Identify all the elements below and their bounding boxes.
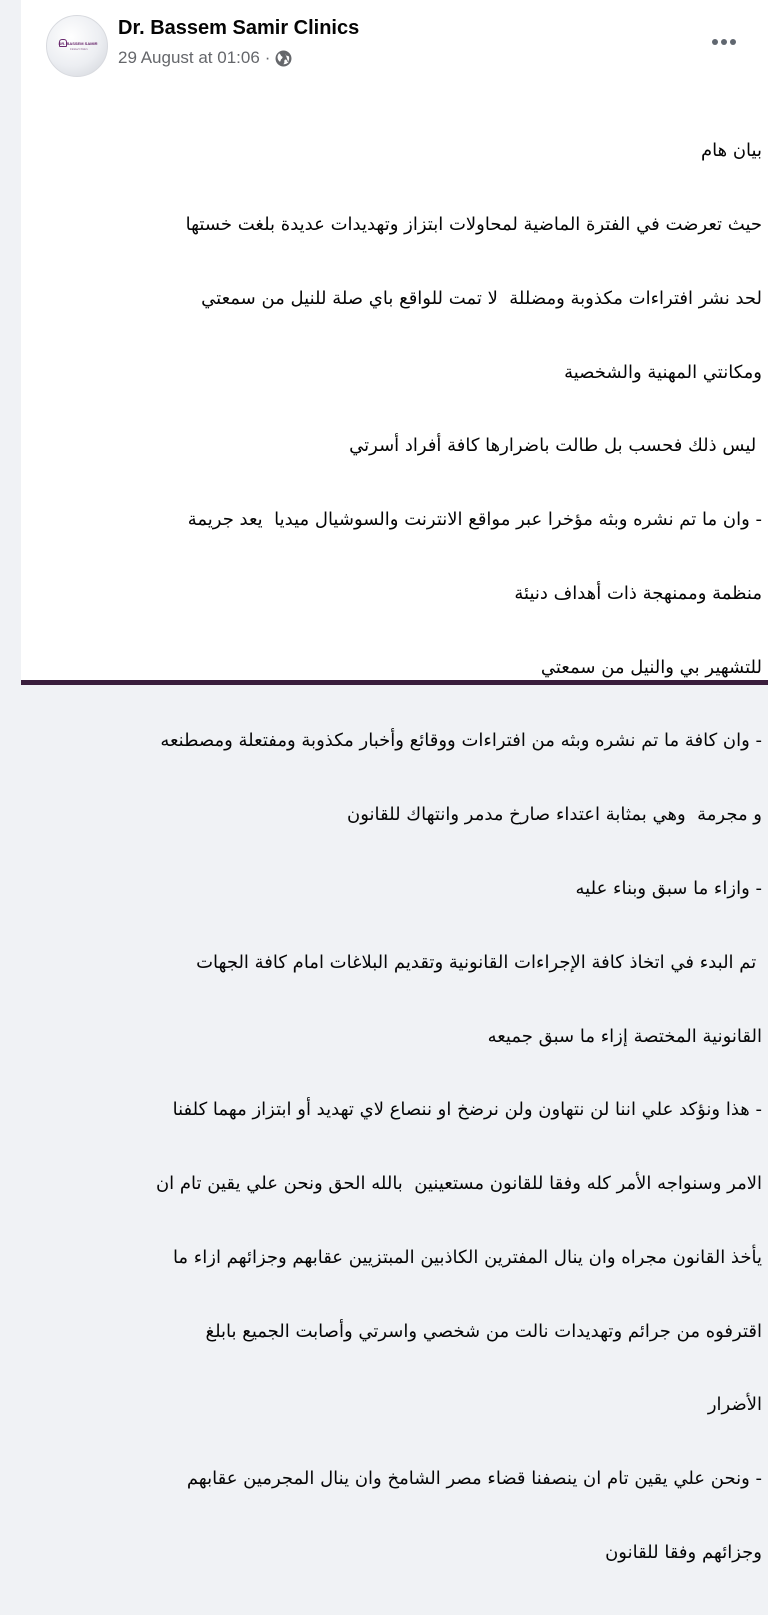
page-name-link[interactable]: Dr. Bassem Samir Clinics [118, 17, 360, 39]
post-line: - هذا ونؤكد علي اننا لن نتهاون ولن نرضخ او ننصاع لاي تهديد أو ابتزاز مهما كلفنا [172, 1099, 762, 1121]
post-line: يأخذ القانون مجراه وان ينال المفترين الكاذبين المبتزيين عقابهم وجزائهم ازاء ما [172, 1246, 762, 1268]
more-horizontal-icon-dot [721, 39, 727, 45]
post-meta [118, 48, 292, 68]
post-line: ليس ذلك فحسب بل طالت باضرارها كافة أفراد أسرتي [349, 435, 762, 457]
post-header [21, 0, 768, 90]
post-line: حيث تعرضت في الفترة الماضية لمحاولات ابتزاز وتهديدات عديدة بلغت خستها [185, 213, 762, 235]
globe-icon[interactable] [275, 50, 292, 67]
post-body-text [76, 90, 762, 1615]
post-line: للتشهير بي والنيل من سمعتي [540, 656, 762, 678]
post-line: القانونية المختصة إزاء ما سبق جميعه [487, 1025, 762, 1047]
meta-separator: · [264, 48, 271, 67]
more-horizontal-icon-dot [730, 39, 736, 45]
post-timestamp[interactable]: 29 August at 01:06 [118, 48, 260, 67]
page-avatar[interactable] [46, 15, 108, 77]
post-line: اقترفوه من جرائم وتهديدات نالت من شخصي واسرتي وأصابت الجميع بابلغ [205, 1320, 762, 1342]
post-line: بيان هام [701, 140, 762, 162]
next-content-edge [21, 680, 768, 685]
post-line: الأضرار [707, 1394, 762, 1416]
post-line: - وان ما تم نشره وبثه مؤخرا عبر مواقع الانترنت والسوشيال ميديا يعد جريمة [187, 509, 762, 531]
post-line: - وازاء ما سبق وبناء عليه [575, 878, 762, 899]
post-line: و مجرمة وهي بمثابة اعتداء صارخ مدمر وانتهاك للقانون [347, 804, 762, 826]
post-line: تم البدء في اتخاذ كافة الإجراءات القانونية وتقديم البلاغات امام كافة الجهات [196, 951, 762, 973]
post-line: الامر وسنواجه الأمر كله وفقا للقانون مستعينين بالله الحق ونحن علي يقين تام ان [155, 1173, 762, 1195]
more-horizontal-icon-dot [712, 39, 718, 45]
post-line: وجزائهم وفقا للقانون [605, 1542, 762, 1564]
avatar-logo-text: DR. BASSEM SAMIR [58, 41, 98, 46]
more-options-button[interactable] [706, 30, 742, 54]
post-line: لحد نشر افتراءات مكذوبة ومضللة لا تمت للواقع باي صلة للنيل من سمعتي [201, 287, 762, 309]
post-card [21, 0, 768, 1564]
post-line: منظمة وممنهجة ذات أهداف دنيئة [514, 582, 762, 604]
post-line: ومكانتي المهنية والشخصية [564, 361, 762, 383]
avatar-logo-subtext: Dental Clinics [70, 47, 88, 51]
post-line: - ونحن علي يقين تام ان ينصفنا قضاء مصر الشامخ وان ينال المجرمين عقابهم [186, 1468, 762, 1490]
post-line: - وان كافة ما تم نشره وبثه من افتراءات ووقائع وأخبار مكذوبة ومفتعلة ومصطنعه [160, 730, 762, 752]
